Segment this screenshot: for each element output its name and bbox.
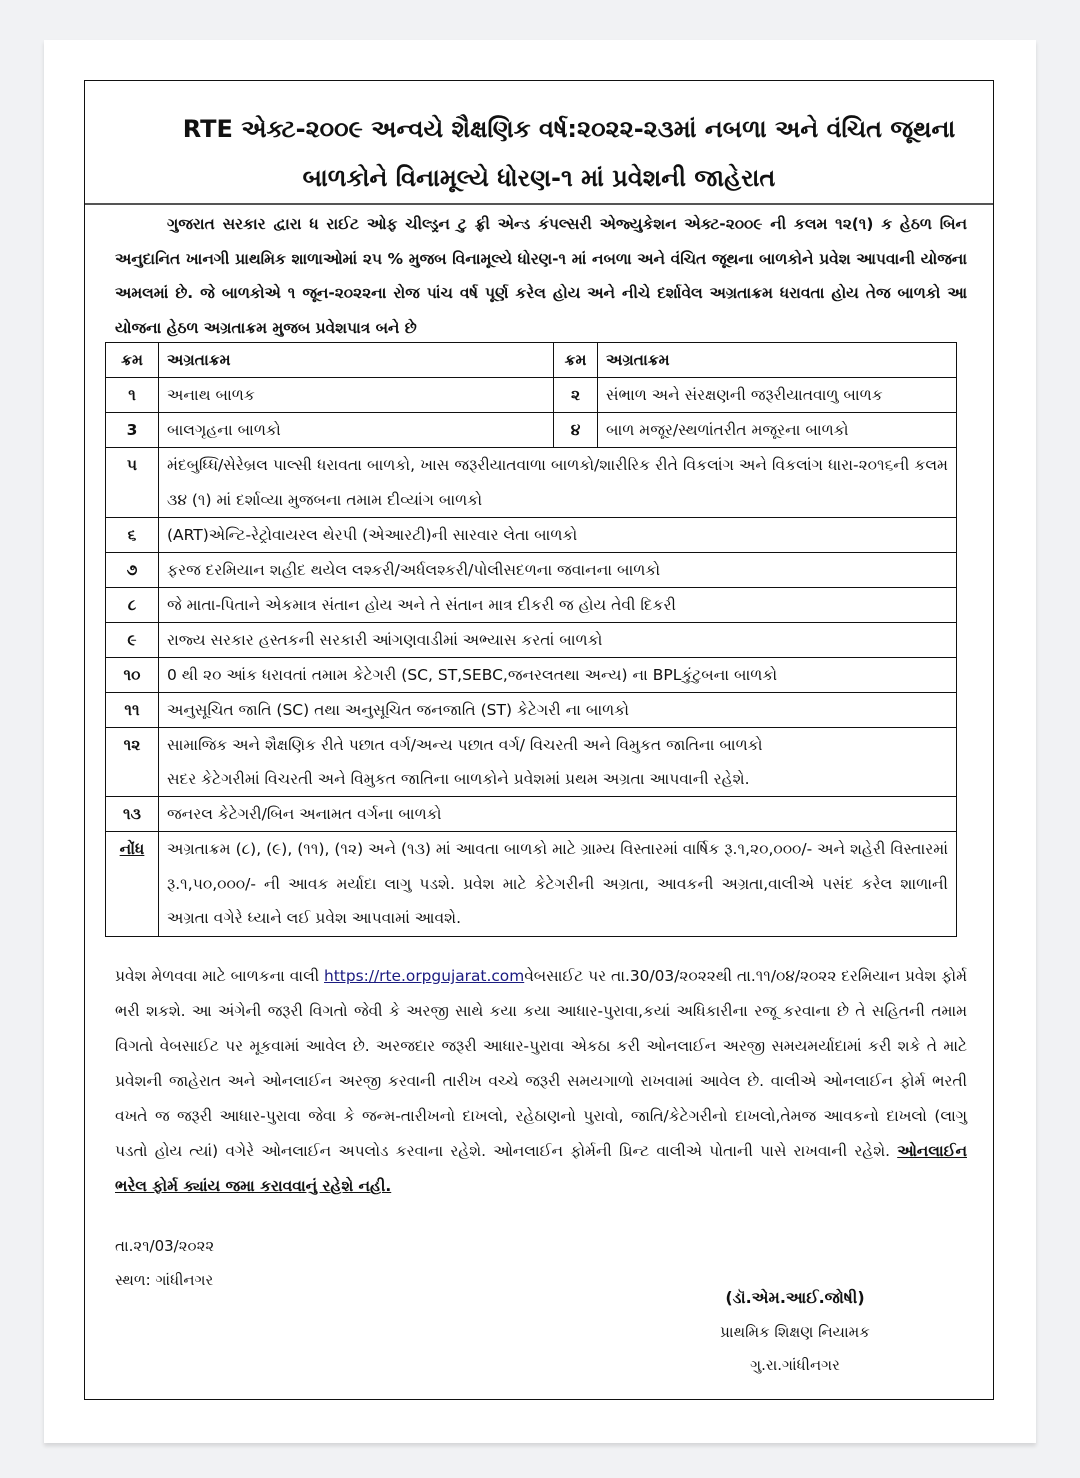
row-number: ૧૩	[106, 797, 159, 832]
row-text: જનરલ કેટેગરી/બિન અનામત વર્ગના બાળકો	[159, 797, 957, 832]
row-text: (ART)એન્ટિ-રેટ્રોવાયરલ થેરપી (એઆરટી)ની સારવાર લેતા બાળકો	[159, 518, 957, 553]
row-text-line-2: સદર કેટેગરીમાં વિચરતી અને વિમુકત જાતિના બાળકોને પ્રવેશમાં પ્રથમ અગ્રતા આપવાની રહેશે.	[167, 770, 750, 788]
col-header-serial: ક્રમ	[554, 343, 598, 378]
instructions-paragraph	[115, 959, 967, 1204]
table-row	[106, 693, 957, 728]
row-text	[159, 728, 957, 797]
body-text-before-link: પ્રવેશ મેળવવા માટે બાળકના વાલી	[115, 967, 325, 985]
table-row	[106, 658, 957, 693]
document-page	[44, 40, 1036, 1443]
col-header-serial: ક્રમ	[106, 343, 159, 378]
title-line-1: RTE એક્ટ-૨૦૦૯ અન્વયે શૈક્ષણિક વર્ષ:૨૦૨૨-૨૩માં નબળા અને વંચિત જૂથના	[182, 115, 956, 143]
row-number: ૧	[106, 378, 159, 413]
row-text: જે માતા-પિતાને એકમાત્ર સંતાન હોય અને તે સંતાન માત્ર દીકરી જ હોય તેવી દિકરી	[159, 588, 957, 623]
note-row	[106, 832, 957, 937]
website-link[interactable]: https://rte.orpgujarat.com	[324, 967, 525, 985]
row-number: ૯	[106, 623, 159, 658]
table-header-row	[106, 343, 957, 378]
row-text: સંભાળ અને સંરક્ષણની જરૂરીયાતવાળુ બાળક	[598, 378, 957, 413]
table-row	[106, 797, 957, 832]
intro-paragraph: ગુજરાત સરકાર દ્વારા ધ રાઈટ ઓફ ચીલ્ડ્રન ટુ ફ્રી એન્ડ કંપલ્સરી એજ્યુકેશન એક્ટ-૨૦૦૯ ની કલમ ૧૨(૧) ક હેઠળ બિન અનુદાનિત ખાનગી પ્રાથમિક શાળાઓમાં ૨૫ % મુજબ વિનામૂલ્યે ધોરણ-૧ માં નબળા અને વંચિત જૂથના બાળકોને પ્રવેશ આપવાની યોજના અમલમાં છે. જે બાળકોએ ૧ જૂન-૨૦૨૨ના રોજ પાંચ વર્ષ પૂર્ણ કરેલ હોય અને નીચે દર્શાવેલ અગ્રતાક્રમ ધરાવતા હોય તેજ બાળકો આ યોજના હેઠળ અગ્રતાક્રમ મુજબ પ્રવેશપાત્ર બને છે	[115, 215, 967, 337]
table-row	[106, 378, 957, 413]
row-number: ૨	[554, 378, 598, 413]
body-text-after-link: વેબસાઈટ પર તા.30/03/૨૦૨૨થી તા.૧૧/૦૪/૨૦૨૨ દરમિયાન પ્રવેશ ફોર્મ ભરી શકશે. આ અંગેની જરૂરી વિગતો જેવી કે અરજી સાથે કયા કયા આધાર-પુરાવા,કયાં અધિકારીના રજૂ કરવાના છે તે સહિતની તમામ વિગતો વેબસાઈટ પર મૂકવામાં આવેલ છે. અરજદાર જરૂરી આધાર-પુરાવા એકઠા કરી ઓનલાઈન અરજી સમયમર્યાદામાં કરી શકે તે માટે પ્રવેશની જાહેરાત અને ઓનલાઈન અરજી કરવાની તારીખ વચ્ચે જરૂરી સમયગાળો રાખવામાં આવેલ છે. વાલીએ ઓનલાઈન ફોર્મ ભરતી વખતે જ જરૂરી આધાર-પુરાવા જેવા કે જન્મ-તારીખનો દાખલો, રહેઠાણનો પુરાવો, જાતિ/કેટેગરીનો દાખલો,તેમજ આવકનો દાખલો (લાગુ પડતો હોય ત્યાં) વગેરે ઓનલાઈન અપલોડ કરવાના રહેશે. ઓનલાઈન ફોર્મની પ્રિન્ટ વાલીએ પોતાની પાસે રાખવાની રહેશે.	[115, 967, 968, 1160]
table-row	[106, 728, 957, 797]
signatory-designation: પ્રાથમિક શિક્ષણ નિયામક	[720, 1323, 870, 1341]
table-row	[106, 588, 957, 623]
note-text: અગ્રતાક્રમ (૮), (૯), (૧૧), (૧૨) અને (૧૩) માં આવતા બાળકો માટે ગ્રામ્ય વિસ્તારમાં વાર્ષિક રૂ.૧,૨૦,૦૦૦/- અને શહેરી વિસ્તારમાં રૂ.૧,૫૦,૦૦૦/- ની આવક મર્યાદા લાગુ પડશે. પ્રવેશ માટે કેટેગરીની અગ્રતા, આવકની અગ્રતા,વાલીએ પસંદ કરેલ શાળાની અગ્રતા વગેરે ધ્યાને લઈ પ્રવેશ આપવામાં આવશે.	[159, 832, 957, 937]
signatory-name: (ડૉ.એમ.આઈ.જોષી)	[725, 1288, 865, 1307]
table-row	[106, 553, 957, 588]
row-number: ૭	[106, 553, 159, 588]
row-number: ૪	[554, 413, 598, 448]
row-number: ૫	[106, 448, 159, 518]
issue-date: તા.૨૧/03/૨૦૨૨	[115, 1237, 215, 1255]
row-text: બાલગૃહના બાળકો	[159, 413, 554, 448]
priority-table	[105, 342, 957, 937]
table-row	[106, 448, 957, 518]
row-text: 0 થી ૨૦ આંક ધરાવતાં તમામ કેટેગરી (SC, ST,SEBC,જનરલતથા અન્ય) ના BPLકુંટુબના બાળકો	[159, 658, 957, 693]
title-line-2: બાળકોને વિનામૂલ્યે ધોરણ-૧ માં પ્રવેશની જાહેરાત	[302, 164, 776, 192]
title-block	[85, 81, 993, 205]
table-row	[106, 413, 957, 448]
row-text: અનુસૂચિત જાતિ (SC) તથા અનુસૂચિત જનજાતિ (ST) કેટેગરી ના બાળકો	[159, 693, 957, 728]
row-number: ૧૦	[106, 658, 159, 693]
note-label: નોંધ	[119, 840, 145, 858]
emphasis-note: ઓનલાઈન ભરેલ ફોર્મ ક્યાંય જમા કરાવવાનું રહેશે નહી.	[115, 1142, 967, 1195]
table-row	[106, 623, 957, 658]
row-number: ૮	[106, 588, 159, 623]
note-label-cell	[106, 832, 159, 937]
row-text: રાજ્ય સરકાર હસ્તકની સરકારી આંગણવાડીમાં અભ્યાસ કરતાં બાળકો	[159, 623, 957, 658]
notice-frame	[84, 80, 994, 1400]
issue-place: સ્થળ: ગાંધીનગર	[115, 1271, 214, 1289]
row-number: ૧૧	[106, 693, 159, 728]
row-number: ૬	[106, 518, 159, 553]
col-header-priority: અગ્રતાક્રમ	[598, 343, 957, 378]
row-number: 3	[106, 413, 159, 448]
row-text: મંદબુધ્ધિ/સેરેબ્રલ પાલ્સી ધરાવતા બાળકો, ખાસ જરૂરીયાતવાળા બાળકો/શારીરિક રીતે વિકલાંગ અને વિકલાંગ ધારા-૨૦૧૬ની કલમ ૩૪ (૧) માં દર્શાવ્યા મુજબના તમામ દીવ્યાંગ બાળકો	[159, 448, 957, 518]
row-text: ફરજ દરમિયાન શહીદ થયેલ લશ્કરી/અર્ધલશ્કરી/પોલીસદળના જવાનના બાળકો	[159, 553, 957, 588]
row-text: અનાથ બાળક	[159, 378, 554, 413]
row-number: ૧૨	[106, 728, 159, 797]
signatory-office: ગુ.રા.ગાંધીનગર	[750, 1356, 840, 1374]
row-text: બાળ મજૂર/સ્થળાંતરીત મજૂરના બાળકો	[598, 413, 957, 448]
row-text-line-1: સામાજિક અને શૈક્ષણિક રીતે પછાત વર્ગ/અન્ય પછાત વર્ગ/ વિચરતી અને વિમુકત જાતિના બાળકો	[167, 736, 763, 754]
table-row	[106, 518, 957, 553]
col-header-priority: અગ્રતાક્રમ	[159, 343, 554, 378]
